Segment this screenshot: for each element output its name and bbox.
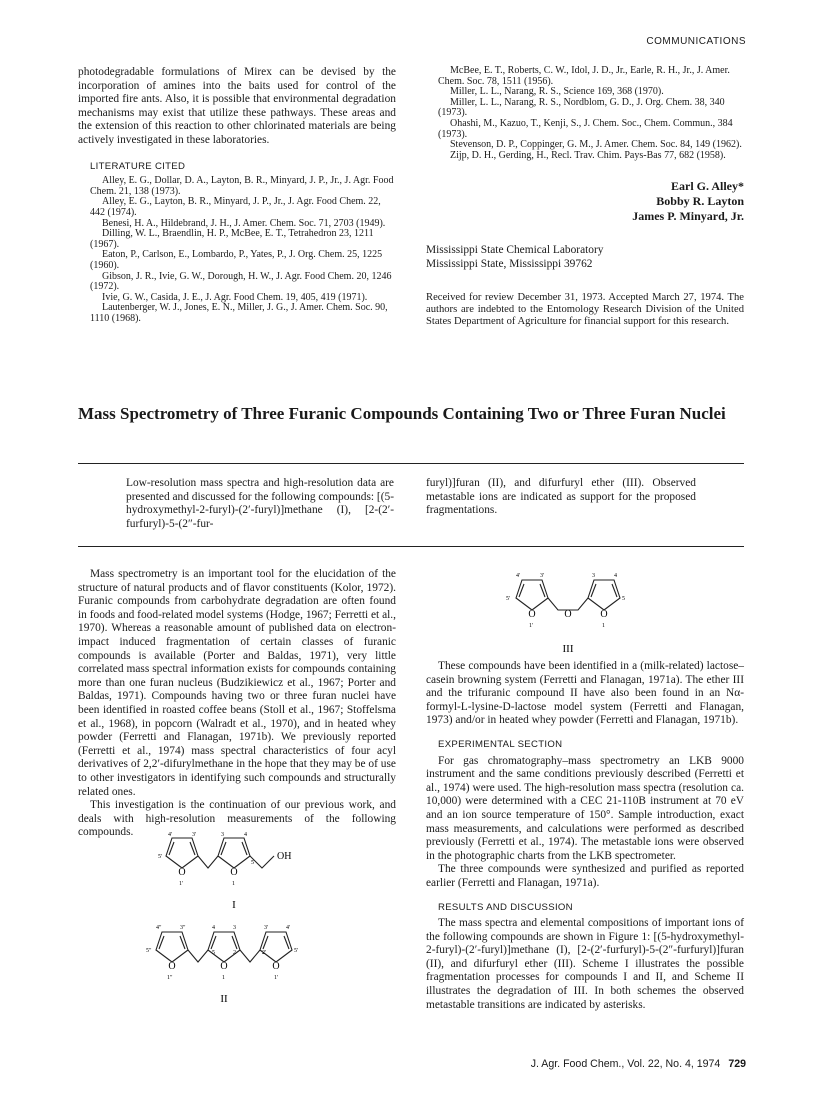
author-name: Bobby R. Layton <box>656 194 744 209</box>
abstract-bottom-rule <box>78 546 744 547</box>
locant: 5′ <box>294 948 299 954</box>
body-paragraph: The mass spectra and elemental compositions of important ions of the following compounds are shown in Figure 1: [(5-hydroxymethyl-2-furyl)-(2′-furyl)]methane (I), [2-(2′-furfuryl)-5-(2″-furfuryl)]furan (II), and difurfuryl ether (III). Scheme I illustrates the possible fragmentation processes for compounds I and II, and Scheme II illustrates the degradation of III. In both schemes the observed metastable transitions are indicated by asterisks. <box>426 917 744 1011</box>
reference-entry: Stevenson, D. P., Coppinger, G. M., J. Amer. Chem. Soc. 84, 149 (1962). <box>450 139 742 151</box>
reference-list-right <box>426 66 744 161</box>
locant: 4 <box>212 925 215 931</box>
reference-entry: Alley, E. G., Layton, B. R., Minyard, J. P., Jr., J. Agr. Food Chem. 22, 442 (1974). <box>90 196 381 218</box>
reference-entry: Zijp, D. H., Gerding, H., Recl. Trav. Chim. Pays-Bas 77, 682 (1958). <box>450 149 726 161</box>
compound-label: I <box>232 899 236 911</box>
author-block <box>426 179 744 224</box>
locant: 3′ <box>264 925 269 931</box>
results-heading: RESULTS AND DISCUSSION <box>438 901 573 913</box>
reference-entry: Benesi, H. A., Hildebrand, J. H., J. Amer. Chem. Soc. 71, 2703 (1949). <box>102 217 386 229</box>
locant: 5 <box>212 950 215 956</box>
locant: 3′ <box>192 832 197 838</box>
reference-entry: Gibson, J. R., Ivie, G. W., Dorough, H. W., J. Agr. Food Chem. 20, 1246 (1972). <box>90 270 392 293</box>
experimental-heading: EXPERIMENTAL SECTION <box>438 738 563 750</box>
article-title: Mass Spectrometry of Three Furanic Compounds Containing Two or Three Furan Nuclei <box>78 404 726 423</box>
locant: 1′ <box>179 881 184 887</box>
author-name: Earl G. Alley* <box>671 179 744 194</box>
locant: 1′ <box>529 623 534 629</box>
oxygen-atom: O <box>272 961 280 972</box>
reference-entry: Miller, L. L., Narang, R. S., Science 169, 368 (1970). <box>450 86 664 98</box>
oxygen-atom: O <box>220 961 228 972</box>
oxygen-atom: O <box>600 609 608 620</box>
locant: 4″ <box>156 925 162 931</box>
author-name: James P. Minyard, Jr. <box>632 209 744 224</box>
journal-citation: J. Agr. Food Chem., Vol. 22, No. 4, 1974 <box>530 1058 721 1070</box>
abstract-left: Low-resolution mass spectra and high-resolution data are presented and discussed for the following compounds: [(5-hydroxymethyl-2-furyl)-(2′-furyl)]methane (I), [2-(2′-furfuryl)-5-(2″-fur- <box>126 477 394 530</box>
ether-oxygen: O <box>564 609 572 620</box>
locant: 5′ <box>158 854 163 860</box>
hydroxyl-group: OH <box>277 851 292 862</box>
abstract-right: furyl)]furan (II), and difurfuryl ether (III). Observed metastable ions are indicated as support for the proposed fragmentations. <box>426 477 696 517</box>
running-header: COMMUNICATIONS <box>646 36 746 47</box>
oxygen-atom: O <box>178 867 186 878</box>
locant: 5′ <box>506 596 511 602</box>
locant: 5″ <box>146 948 152 954</box>
locant: 4 <box>614 573 617 579</box>
locant: 5 <box>622 596 625 602</box>
reference-entry: Dilling, W. L., Braendlin, H. P., McBee, E. T., Tetrahedron 23, 1211 (1967). <box>90 228 374 250</box>
structure-III <box>500 566 680 666</box>
reference-entry: Ivie, G. W., Casida, J. E., J. Agr. Food Chem. 19, 405, 419 (1971). <box>102 291 368 303</box>
locant: 2′ <box>262 950 267 956</box>
structure-I <box>150 828 330 918</box>
locant: 4′ <box>516 573 521 579</box>
locant: 4′ <box>168 832 173 838</box>
compound-label: III <box>562 643 574 655</box>
locant: 1′ <box>274 975 279 981</box>
page-footer <box>531 1058 746 1070</box>
body-right-column <box>426 660 744 1012</box>
structure-II <box>140 918 340 1028</box>
locant: 3 <box>233 925 236 931</box>
reference-entry: Miller, L. L., Narang, R. S., Nordblom, G. D., J. Org. Chem. 38, 340 (1973). <box>438 96 725 119</box>
body-paragraph: This investigation is the continuation of our previous work, and deals with high-resolution measurements of the following compounds. <box>78 799 396 839</box>
closing-paragraph: photodegradable formulations of Mirex can be devised by the incorporation of amines into the baits used for control of the imported fire ants. Also, it is possible that environmental degradation mechanisms may exist that utilize these pathways. These areas and the extension of this reaction to other chlorinated materials are being actively investigated in these laboratories. <box>78 66 396 146</box>
locant: 4 <box>244 832 247 838</box>
locant: 1 <box>222 975 225 981</box>
locant: 3″ <box>180 925 186 931</box>
reference-list-left <box>78 176 396 324</box>
abstract-top-rule <box>78 463 744 464</box>
body-paragraph: Mass spectrometry is an important tool for the elucidation of the structure of natural products and of flavor constituents (Kolor, 1972). Furanic compounds from carbohydrate degradation are often found in foods and food-related model systems (Hodge, 1967; Ferretti et al., 1970). Whereas a reasonable amount of published data on electron-impact induced fragmentation of certain classes of furanic compounds is available (Porter and Baldas, 1971), very little correlated mass spectral information exists for compounds containing more than one furan nucleus (Budzikiewicz et al., 1967; Porter and Baldas, 1971). Compounds having two or three furan nuclei have been identified in roasted coffee beans (Stoll et al., 1967; Stoffelsma et al., 1968), in popcorn (Walradt et al., 1970), and in heated whey powder (Ferretti and Flanagan, 1971b). We previously reported (Ferretti et al., 1974) mass spectral characteristics of four acyl derivatives of 2,2′-difurylmethane in the hope that they may be of use to other investigators in identifying such compounds and structurally related ones. <box>78 568 396 798</box>
reference-entry: Lautenberger, W. J., Jones, E. N., Miller, J. G., J. Amer. Chem. Soc. 90, 1110 (1968). <box>90 302 388 324</box>
reference-entry: Eaton, P., Carlson, E., Lombardo, P., Yates, P., J. Org. Chem. 25, 1225 (1960). <box>90 249 383 271</box>
oxygen-atom: O <box>528 609 536 620</box>
oxygen-atom: O <box>230 867 238 878</box>
affiliation-line: Mississippi State Chemical Laboratory <box>426 244 604 257</box>
locant: 4′ <box>286 925 291 931</box>
literature-cited-heading: LITERATURE CITED <box>90 160 186 172</box>
body-paragraph: The three compounds were synthesized and purified as reported earlier (Ferretti and Flanagan, 1971a). <box>426 863 744 889</box>
body-left-column <box>78 568 396 840</box>
locant: 3 <box>592 573 595 579</box>
locant: 1 <box>232 881 235 887</box>
locant: 3′ <box>540 573 545 579</box>
locant: 1 <box>602 623 605 629</box>
compound-label: II <box>220 993 228 1005</box>
body-paragraph: For gas chromatography–mass spectrometry an LKB 9000 instrument and the same conditions previously described (Ferretti et al., 1974) were used. The high-resolution mass spectra (resolution ca. 10,000) were determined with a CEC 21-110B instrument at 70 eV and an ion source temperature of 150°. Sample introduction, exact mass measurements, and calculations were performed as described previously (Ferretti et al., 1974). The metastable ions were observed in the photographic charts from the LKB spectrometer. <box>426 754 744 862</box>
affiliation <box>426 244 744 271</box>
locant: 3 <box>221 832 224 838</box>
top-right-column <box>426 66 744 328</box>
locant: 5 <box>251 860 254 866</box>
affiliation-line: Mississippi State, Mississippi 39762 <box>426 257 593 270</box>
reference-entry: Ohashi, M., Kazuo, T., Kenji, S., J. Chem. Soc., Chem. Commun., 384 (1973). <box>438 117 733 140</box>
reference-entry: Alley, E. G., Dollar, D. A., Layton, B. R., Minyard, J. P., Jr., J. Agr. Food Chem. 21, 138 (1973). <box>90 175 394 197</box>
oxygen-atom: O <box>168 961 176 972</box>
body-paragraph: These compounds have been identified in a (milk-related) lactose–casein browning system (Ferretti and Flanagan, 1971a). The ether III and the trifuranic compound II have also been found in an Nα-formyl-L-lysine-D-lactose model system (Ferretti and Flanagan, 1973) and/or in heated whey powder (Ferretti and Flanagan, 1971b). <box>426 660 744 727</box>
top-left-column <box>78 66 396 324</box>
reference-entry: McBee, E. T., Roberts, C. W., Idol, J. D., Jr., Earle, R. H., Jr., J. Amer. Chem. Soc. 78, 1511 (1956). <box>438 65 730 87</box>
page-number: 729 <box>728 1058 746 1070</box>
received-note: Received for review December 31, 1973. Accepted March 27, 1974. The authors are indebted to the Entomology Research Division of the United States Department of Agriculture for financial support for this research. <box>426 291 744 327</box>
locant: 1″ <box>167 975 173 981</box>
locant: 2 <box>233 950 236 956</box>
